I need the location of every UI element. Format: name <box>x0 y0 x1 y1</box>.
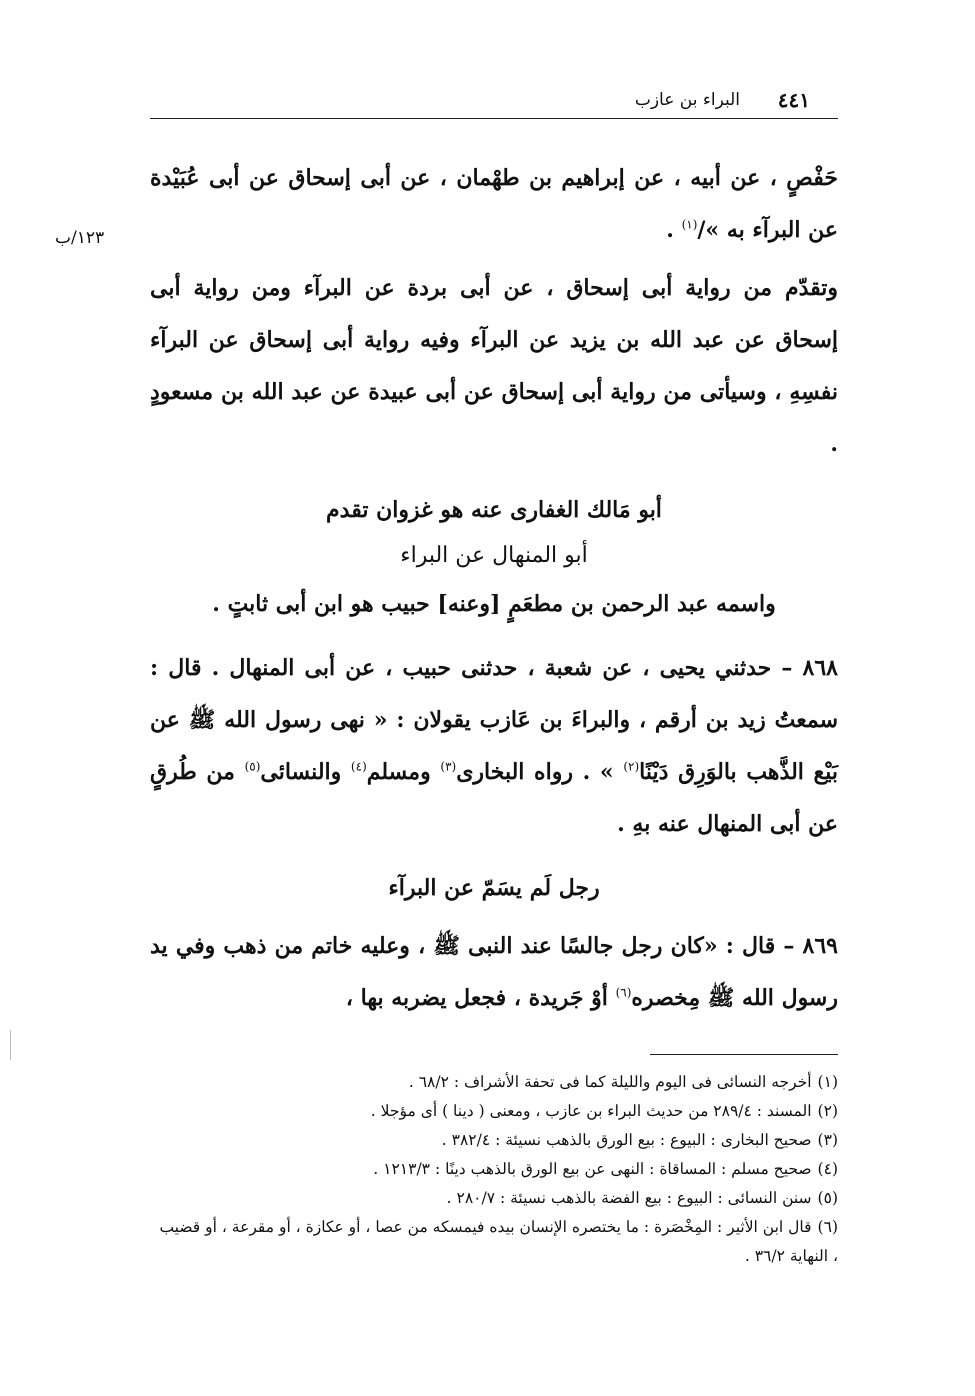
margin-folio-note: ١٢٣/ب <box>55 228 105 248</box>
hadith-868-text-3: ومسلم <box>366 759 441 785</box>
hadith-869 <box>150 920 838 1024</box>
paragraph-1-text: حَفْصٍ ، عن أبيه ، عن إبراهيم بن طهْمان ، عن أبى إسحاق عن أبى عُبَيْدة عن البرآء به »/ <box>150 165 838 243</box>
footnote-5 <box>150 1184 838 1213</box>
footnote-ref-6: (٦) <box>615 985 632 1000</box>
footnote-text: قال ابن الأثير : المِخْصَرة : ما يختصره الإنسان بيده فيمسكه من عصا ، أو عكازة ، أو مقرعة ، أو قضيب ، النهاية ٣٦/٢ . <box>159 1218 838 1265</box>
footnote-ref-5: (٥) <box>244 759 261 774</box>
footnote-number: (٥) <box>817 1189 838 1207</box>
footnote-1 <box>150 1068 838 1097</box>
hadith-868 <box>150 642 838 850</box>
footnote-text: صحيح مسلم : المساقاة : النهى عن بيع الورق بالذهب دينًا : ١٢١٣/٣ . <box>373 1160 812 1178</box>
footnote-rule <box>650 1054 838 1055</box>
page-number: ٤٤١ <box>777 88 810 112</box>
running-head-title: البراء بن عازب <box>634 90 740 110</box>
hadith-868-text-4: والنسائى <box>260 759 351 785</box>
footnote-text: سنن النسائى : البيوع : بيع الفضة بالذهب نسيئة : ٢٨٠/٧ . <box>446 1189 812 1207</box>
paragraph-1-end: . <box>666 217 682 243</box>
footnote-ref-3: (٣) <box>440 759 457 774</box>
section-heading-abu-malik: أبو مَالك الغفارى عنه هو غزوان تقدم <box>326 497 662 523</box>
footnote-ref-2: (٢) <box>623 759 640 774</box>
section-heading-unnamed-man: رجل لَم يسَمّ عن البرآء <box>388 875 600 901</box>
footnote-3 <box>150 1126 838 1155</box>
section-subheading-name: واسمه عبد الرحمن بن مطعَمٍ [وعنه] حبيب هو ابن أبى ثابتٍ . <box>212 591 776 617</box>
paragraph-1 <box>150 152 838 256</box>
footnote-4 <box>150 1155 838 1184</box>
footnote-text: أخرجه النسائى فى اليوم والليلة كما فى تحفة الأشراف : ٦٨/٢ . <box>408 1073 812 1091</box>
hadith-869-text-1: ٨٦٩ – قال : «كان رجل جالسًا عند النبى ﷺ ، وعليه خاتم من ذهب وفي يد رسول الله ﷺ مِخصره <box>150 933 838 1011</box>
footnote-ref-4: (٤) <box>350 759 367 774</box>
footnote-6 <box>150 1213 838 1271</box>
footnote-number: (٢) <box>817 1102 838 1120</box>
footnote-2 <box>150 1097 838 1126</box>
footnote-number: (٦) <box>817 1218 838 1236</box>
header-rule <box>150 118 838 119</box>
hadith-869-text-2: أوْ جَريدة ، فجعل يضربه بها ، <box>345 985 616 1011</box>
paragraph-2: وتقدّم من رواية أبى إسحاق ، عن أبى بردة عن البرآء ومن رواية أبى إسحاق عن عبد الله بن يزيد عن البرآء وفيه رواية أبى إسحاق عن البرآء نفسِهِ ، وسيأتى من رواية أبى إسحاق عن أبى عبيدة عن عبد الله بن مسعودٍ . <box>150 275 838 457</box>
footnote-number: (١) <box>817 1073 838 1091</box>
footnote-number: (٤) <box>817 1160 838 1178</box>
footnote-number: (٣) <box>817 1131 838 1149</box>
footnotes <box>150 1068 838 1271</box>
hadith-868-text-5: من طُرقٍ عن أبى المنهال عنه بهِ . <box>150 759 838 837</box>
footnote-text: صحيح البخارى : البيوع : بيع الورق بالذهب نسيئة : ٣٨٢/٤ . <box>441 1131 812 1149</box>
section-heading-abu-minhal: أبو المنهال عن البراء <box>400 543 588 568</box>
hadith-868-text-2: » . رواه البخارى <box>456 759 624 785</box>
scan-edge-mark <box>10 1030 11 1060</box>
running-head <box>150 88 810 120</box>
footnote-text: المسند : ٢٨٩/٤ من حديث البراء بن عازب ، ومعنى ( دينا ) أى مؤجلا . <box>370 1102 812 1120</box>
footnote-ref-1: (١) <box>681 217 698 232</box>
hadith-868-text-1: ٨٦٨ – حدثني يحيى ، عن شعبة ، حدثنى حبيب ، عن أبى المنهال . قال : سمعتُ زيد بن أرقم ، والبراءَ بن عَازب يقولان : « نهى رسول الله ﷺ عن بَيْع الذَّهب بالوَرِق دَيْنًا <box>150 655 839 785</box>
